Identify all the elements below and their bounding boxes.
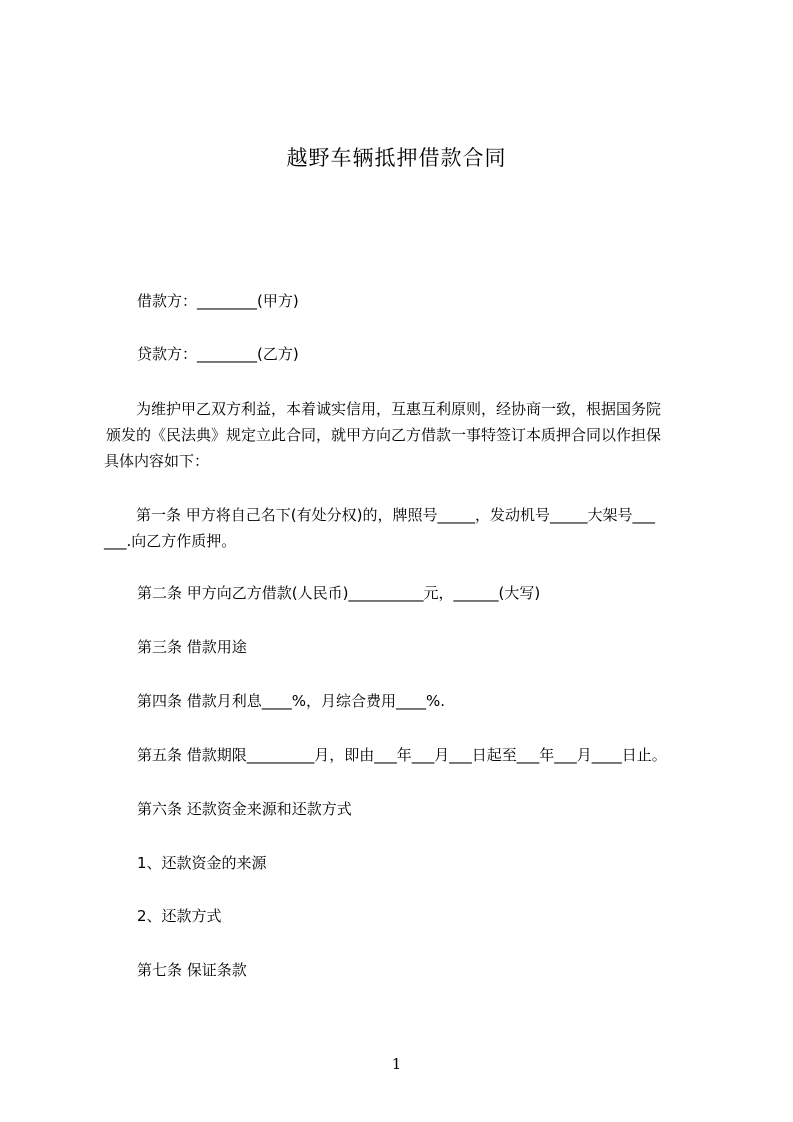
intro-line-3: 具体内容如下： — [104, 452, 210, 470]
article-5-line: 第五条 借款期限_________月，即由___年___月___日起至___年___月____日止。 — [137, 746, 667, 764]
borrower-line: 借款方：________(甲方) — [137, 292, 299, 310]
article-1-line-1: 第一条 甲方将自己名下(有处分权)的，牌照号_____，发动机号_____大架号___ — [136, 506, 655, 524]
lender-line: 贷款方：________(乙方) — [137, 345, 299, 363]
intro-line-1: 为维护甲乙双方利益，本着诚实信用，互惠互利原则，经协商一致，根据国务院 — [136, 400, 662, 418]
article-1-line-2: ___.向乙方作质押。 — [104, 532, 237, 550]
article-1-paragraph — [104, 502, 704, 554]
intro-line-2: 颁发的《民法典》规定立此合同，就甲方向乙方借款一事特签订本质押合同以作担保 — [106, 426, 662, 444]
contract-title: 越野车辆抵押借款合同 — [286, 146, 507, 170]
repayment-source-item: 1、还款资金的来源 — [137, 854, 267, 872]
article-2-line: 第二条 甲方向乙方借款(人民币)__________元，______(大写) — [137, 584, 541, 602]
repayment-method-item: 2、还款方式 — [137, 907, 222, 925]
article-4-line: 第四条 借款月利息____%，月综合费用____%. — [137, 692, 446, 710]
article-7-line: 第七条 保证条款 — [137, 961, 247, 979]
article-3-line: 第三条 借款用途 — [137, 638, 247, 656]
intro-paragraph — [104, 396, 704, 474]
page-number: 1 — [391, 1055, 402, 1073]
article-6-line: 第六条 还款资金来源和还款方式 — [137, 800, 352, 818]
